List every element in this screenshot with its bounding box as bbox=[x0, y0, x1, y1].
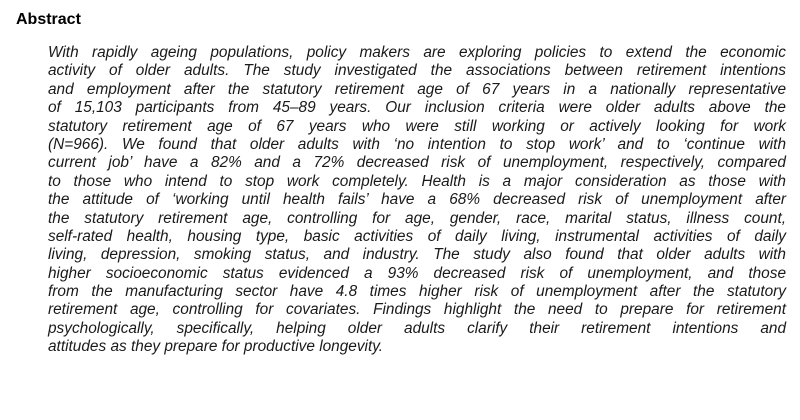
abstract-line: (N=966). We found that older adults with ‘no intention to stop work’ and to ‘continue with bbox=[48, 135, 786, 153]
abstract-body bbox=[48, 44, 786, 357]
abstract-line: activity of older adults. The study investigated the associations between retirement intentions bbox=[48, 62, 786, 80]
abstract-heading: Abstract bbox=[16, 11, 81, 28]
abstract-line: attitudes as they prepare for productive longevity. bbox=[48, 338, 384, 356]
abstract-line: to those who intend to stop work completely. Health is a major consideration as those with bbox=[48, 172, 786, 190]
abstract-line: the statutory retirement age, controlling for age, gender, race, marital status, illness count, bbox=[48, 209, 786, 227]
abstract-line: psychologically, specifically, helping older adults clarify their retirement intentions and bbox=[48, 319, 786, 337]
abstract-line: self-rated health, housing type, basic activities of daily living, instrumental activities of daily bbox=[48, 227, 786, 245]
abstract-line: statutory retirement age of 67 years who were still working or actively looking for work bbox=[48, 117, 786, 135]
abstract-line: retirement age, controlling for covariates. Findings highlight the need to prepare for retirement bbox=[48, 301, 786, 319]
abstract-line: the attitude of ‘working until health fails’ have a 68% decreased risk of unemployment after bbox=[48, 191, 786, 209]
abstract-line: higher socioeconomic status evidenced a 93% decreased risk of unemployment, and those bbox=[48, 264, 786, 282]
abstract-line: from the manufacturing sector have 4.8 times higher risk of unemployment after the statutory bbox=[48, 283, 786, 301]
abstract-line: and employment after the statutory retirement age of 67 years in a nationally representative bbox=[48, 80, 786, 98]
abstract-line: current job’ have a 82% and a 72% decreased risk of unemployment, respectively, compared bbox=[48, 154, 786, 172]
abstract-line: of 15,103 participants from 45–89 years. Our inclusion criteria were older adults above the bbox=[48, 99, 786, 117]
abstract-line: living, depression, smoking status, and industry. The study also found that older adults with bbox=[48, 246, 786, 264]
abstract-line: With rapidly ageing populations, policy makers are exploring policies to extend the economic bbox=[48, 44, 786, 61]
